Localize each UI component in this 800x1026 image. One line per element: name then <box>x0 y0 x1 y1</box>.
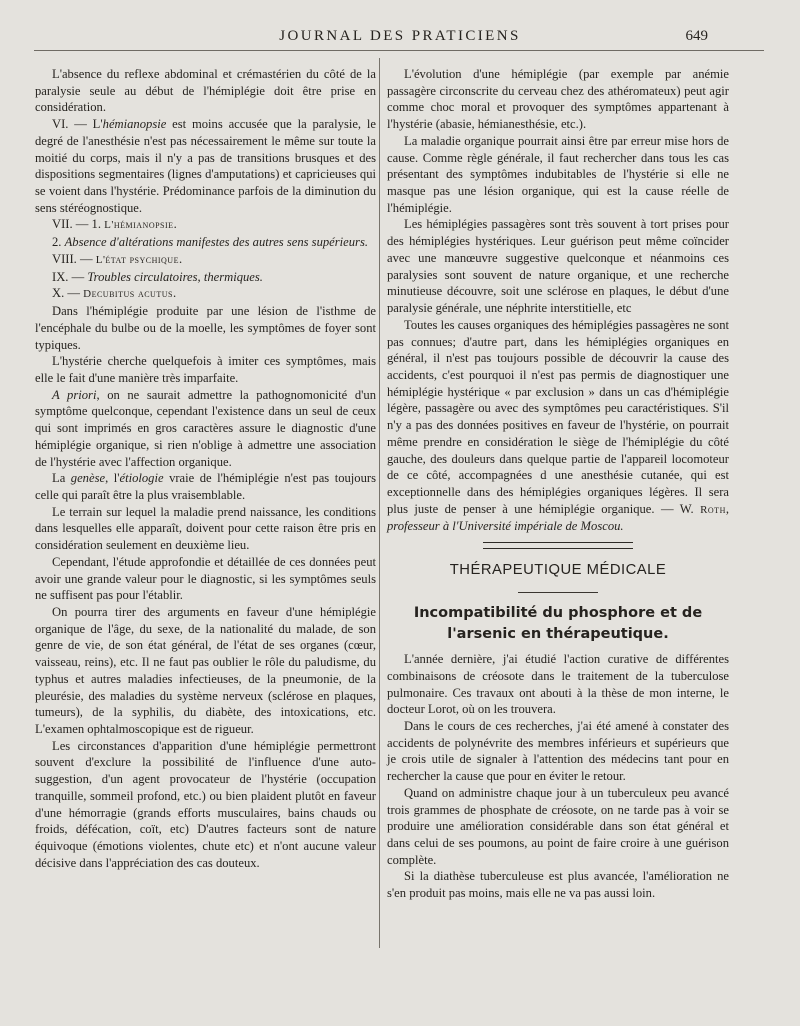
paragraph <box>35 116 376 216</box>
page-number: 649 <box>685 28 708 44</box>
paragraph: Quand on administre chaque jour à un tuberculeux peu avancé trois grammes de phosphate de créosote, on ne tarde pas à voir se produire une amélioration considérable dans son état général et dans celui de ses poumons, au point de faire croire à une guérison complète. <box>387 785 729 867</box>
paragraph-text: , on ne saurait admettre la pathognomonicité d'un symptôme quelconque, cependant l'existence dans un seul de ceux qui sont imprimés en gros caractères assure le diagnostic d'une hémiplégie organique, si rien n'oblige à admettre une association de l'hystérie avec l'affection organique. <box>35 387 376 469</box>
list-number: IX. — <box>52 269 88 284</box>
list-item <box>35 216 376 234</box>
small-caps-heading: Decubitus acutus <box>83 288 173 301</box>
punctuation: . <box>172 286 177 301</box>
list-number: VIII. — <box>52 251 96 266</box>
paragraph-text: Toutes les causes organiques des hémiplégies passagères ne sont pas connues; d'autre part, dans les hémiplégies organiques en général, il n'est pas toujours possible de découvrir la cause des accidents, c'est pourquoi il n'est pas permis de diagnostiquer une hémiplégie hystérique « par exclusion » dans un cas d'hémiplégie légère, passagère ou avec des symptômes peu caractéristiques. S'il n'y a pas des données positives en faveur de l'hystérie, on pourrait même prendre en considération le siège de l'hémiplégie du côté gauche, des douleurs dans quelque partie de l'appareil locomoteur de ce côté, accompagnées d une anesthésie cutanée, qui est exceptionnelle dans des hémiplégies organiques légères. Il sera plus juste de penser à une hémiplégie organique. — W. <box>387 317 729 516</box>
list-item <box>35 285 376 303</box>
column-divider <box>379 58 380 948</box>
list-number: 2. <box>52 235 65 250</box>
italic-heading: Absence d'altérations manifestes des autres sens supérieurs. <box>64 235 368 250</box>
list-number: VII. — 1. <box>52 217 105 232</box>
paragraph-text: , <box>725 501 729 516</box>
punctuation: . <box>178 251 183 266</box>
journal-title: JOURNAL DES PRATICIENS <box>279 28 521 44</box>
paragraph: Les hémiplégies passagères sont très souvent à tort prises pour des hémiplégies hystériques. Leur guérison peut même coïncider avec une manœuvre suggestive quelconque et néanmoins ces paralysies sont souvent de nature organique, et une recherche minutieuse découvre, soit une sclérose en plaques, le début d'une paralysie générale, une néphrite interstitielle, etc <box>387 217 729 316</box>
paragraph: L'évolution d'une hémiplégie (par exemple par anémie passagère circonscrite du cerveau chez des athéromateux) peut agir comme choc moral et provoquer des symptômes appartenant à l'hystérie (abasie, hémianesthésie, etc.). <box>387 67 729 132</box>
header-rule <box>34 50 764 51</box>
section-title: THÉRAPEUTIQUE MÉDICALE <box>449 562 667 579</box>
paragraph-text: est moins accusée que la paralysie, le degré de l'anesthésie n'est pas nécessairement le même sur toute la moitié du corps, mais il n'y a pas de transitions brusques et des dispositions segmentaires (lignes d'amputations) et capricieuses qui se voient dans l'hystérie. Prédominance parfois de la diminution du sens stéréognostique. <box>35 117 376 215</box>
right-column <box>387 66 729 902</box>
author-affiliation: professeur à l'Université impériale de Moscou. <box>387 519 624 534</box>
paragraph: L'absence du reflexe abdominal et crémastérien du côté de la paralysie seule au début de l'hémiplégie doit être prise en considération. <box>35 67 376 115</box>
paragraph: Dans l'hémiplégie produite par une lésion de l'isthme de l'encéphale du bulbe ou de la moelle, les symptômes de foyer sont typiques. <box>35 304 376 352</box>
list-item <box>35 269 376 286</box>
paragraph-text: vraie de l'hémiplégie n'est pas toujours celle qui paraît être la plus vraisemblable. <box>35 471 376 502</box>
paragraph: Les circonstances d'apparition d'une hémiplégie permettront souvent d'exclure la possibilité de l'influence d'une auto-suggestion, d'un agent provocateur de l'hystérie (occupation tranquille, sommeil profond, etc.) ou bien plaident plutôt en faveur d'une hémorragie (grands efforts musculaires, bains chauds ou froids, défécation, coït, etc) D'autres facteurs sont de nature équivoque (émotions violentes, chute etc) et n'ont aucune valeur décisive dans l'appréciation des cas douteux. <box>35 738 376 870</box>
punctuation: . <box>173 217 177 232</box>
small-caps-heading: L'hémianopsie <box>104 219 174 232</box>
paragraph: On pourra tirer des arguments en faveur d'une hémiplégie organique de l'âge, du sexe, de la nationalité du malade, de son genre de vie, de son état général, de l'état de ses organes (cœur, vaisseau, reins), etc. Il ne faut pas oublier le rôle du paludisme, du typhus et autres maladies infectieuses, de la pneumonie, de la pleurésie, des maladies du système nerveux (sclérose en plaques, tumeurs), de la syphilis, du diabète, des intoxications, etc. L'examen ophtalmoscopique est de rigueur. <box>35 605 376 737</box>
section-separator <box>483 542 633 549</box>
paragraph: L'année dernière, j'ai étudié l'action curative de différentes combinaisons de créosote dans le traitement de la tuberculose pulmonaire. Ces travaux ont abouti à la thèse de mon interne, le docteur Lorot, où on les trouvera. <box>387 652 729 717</box>
paragraph: Le terrain sur lequel la maladie prend naissance, les conditions dans lesquelles elle apparaît, doivent pour cette raison être pris en considération seulement en deuxième lieu. <box>35 504 376 553</box>
paragraph <box>35 470 376 503</box>
italic-term: hémianopsie <box>102 117 167 132</box>
author-name: Roth <box>700 503 726 516</box>
left-column <box>35 66 376 872</box>
italic-term: genèse <box>70 471 106 486</box>
paragraph: Si la diathèse tuberculeuse est plus avancée, l'amélioration ne s'en produit pas moins, mais elle ne va pas aussi loin. <box>387 869 729 901</box>
list-number: X. — <box>52 286 84 301</box>
italic-heading: Troubles circulatoires, thermiques. <box>87 269 263 284</box>
paragraph-text: La <box>52 471 71 486</box>
list-number: VI. — L' <box>52 117 103 132</box>
paragraph <box>387 317 729 535</box>
article-title: Incompatibilité du phosphore et de l'arsenic en thérapeutique. <box>413 605 703 643</box>
list-item <box>35 234 376 251</box>
paragraph: Cependant, l'étude approfondie et détaillée de ces données peut avoir une grande valeur pour le diagnostic, si les symptômes seuls ne suffisent pas pour l'établir. <box>35 554 376 603</box>
paragraph: Dans le cours de ces recherches, j'ai été amené à constater des accidents de polynévrite des membres inférieurs et supérieurs que je crois utile de signaler à l'attention des médecins tant pour en rechercher la cause que pour en éviter le retour. <box>387 719 729 784</box>
paragraph <box>35 387 376 471</box>
small-caps-heading: L'état psychique <box>95 253 179 266</box>
italic-term: étiologie <box>119 471 164 486</box>
paragraph: L'hystérie cherche quelquefois à imiter ces symptômes, mais elle le fait d'une manière très imparfaite. <box>35 354 376 385</box>
italic-term: A priori <box>52 387 97 402</box>
list-item <box>35 251 376 269</box>
paragraph: La maladie organique pourrait ainsi être par erreur mise hors de cause. Comme règle générale, il faut rechercher dans tous les cas présentant des symptômes indubitables de l'hystérie si elle ne masque pas une lésion organique, qui est la cause réelle de l'hémiplégie. <box>387 133 729 215</box>
short-rule <box>518 592 598 593</box>
paragraph-text: , l' <box>105 471 120 486</box>
running-header <box>0 28 800 50</box>
